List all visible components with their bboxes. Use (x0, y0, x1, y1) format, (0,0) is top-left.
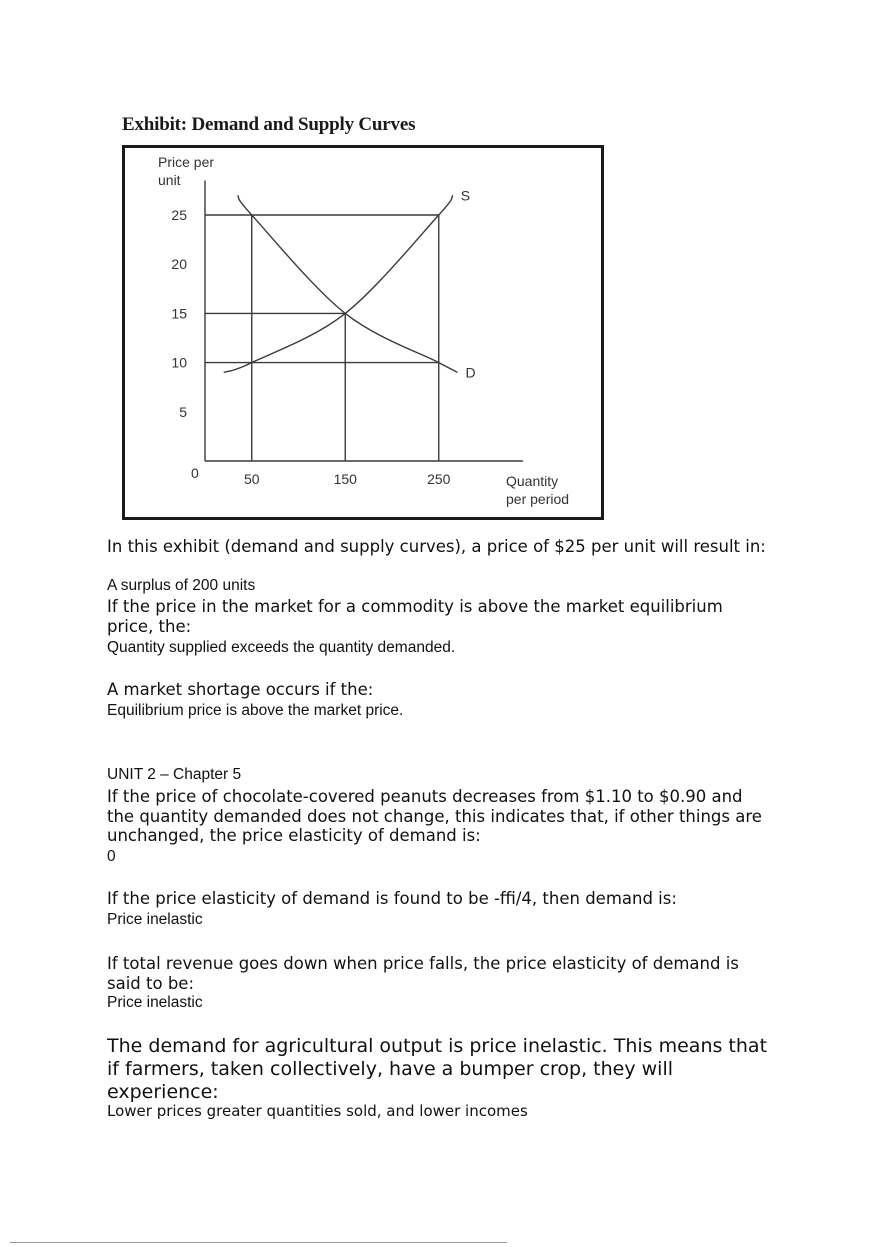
y-axis-label-line2: unit (158, 172, 181, 188)
answer-1: A surplus of 200 units (107, 577, 256, 594)
answer-6: Price inelastic (107, 994, 203, 1011)
y-tick-label: 10 (171, 354, 187, 371)
exhibit-title: Exhibit: Demand and Supply Curves (122, 114, 416, 135)
x-tick-label: 150 (333, 471, 357, 487)
answer-7: Lower prices greater quantities sold, and lower incomes (107, 1102, 528, 1120)
origin-label: 0 (191, 465, 199, 481)
question-4: If the price of chocolate-covered peanuts decreases from $1.10 to $0.90 and the quantity demanded does not change, this indicates that, if other things are unchanged, the price elasticity of demand is: (107, 787, 762, 845)
y-axis-label-line1: Price per (158, 154, 215, 170)
demand-supply-chart (122, 145, 604, 520)
y-tick-label: 25 (171, 207, 187, 223)
curves (224, 195, 458, 372)
chart-svg (125, 148, 601, 517)
section-heading: UNIT 2 – Chapter 5 (107, 766, 242, 783)
question-1: In this exhibit (demand and supply curves), a price of $25 per unit will result in: (107, 537, 766, 556)
question-3: A market shortage occurs if the: (107, 680, 374, 699)
curve-label-s: S (460, 187, 471, 204)
question-2: If the price in the market for a commodity is above the market equilibrium price, the: (107, 597, 723, 636)
question-7: The demand for agricultural output is price inelastic. This means that if farmers, taken collectively, have a bumper crop, they will experience: (107, 1035, 768, 1103)
y-tick-label: 20 (171, 256, 187, 273)
x-axis-label-line2: per period (506, 491, 570, 507)
curve-label-d: D (465, 364, 476, 381)
question-6: If total revenue goes down when price falls, the price elasticity of demand is said to be: (107, 954, 739, 993)
y-tick-label: 5 (179, 403, 187, 420)
question-5: If the price elasticity of demand is found to be -ﬃ/4, then demand is: (107, 889, 677, 908)
answer-2: Quantity supplied exceeds the quantity demanded. (107, 639, 456, 656)
x-tick-label: 50 (243, 471, 260, 487)
curve-d (238, 195, 458, 372)
guide-lines (205, 215, 439, 461)
axes (205, 181, 523, 461)
answer-4: 0 (107, 848, 116, 865)
labels (158, 154, 569, 507)
y-tick-label: 15 (171, 305, 187, 322)
x-tick-label: 250 (427, 471, 451, 487)
x-axis-label-line1: Quantity (506, 473, 559, 489)
answer-5: Price inelastic (107, 911, 203, 928)
answer-3: Equilibrium price is above the market price. (107, 702, 404, 719)
footer-rule (10, 1242, 507, 1243)
